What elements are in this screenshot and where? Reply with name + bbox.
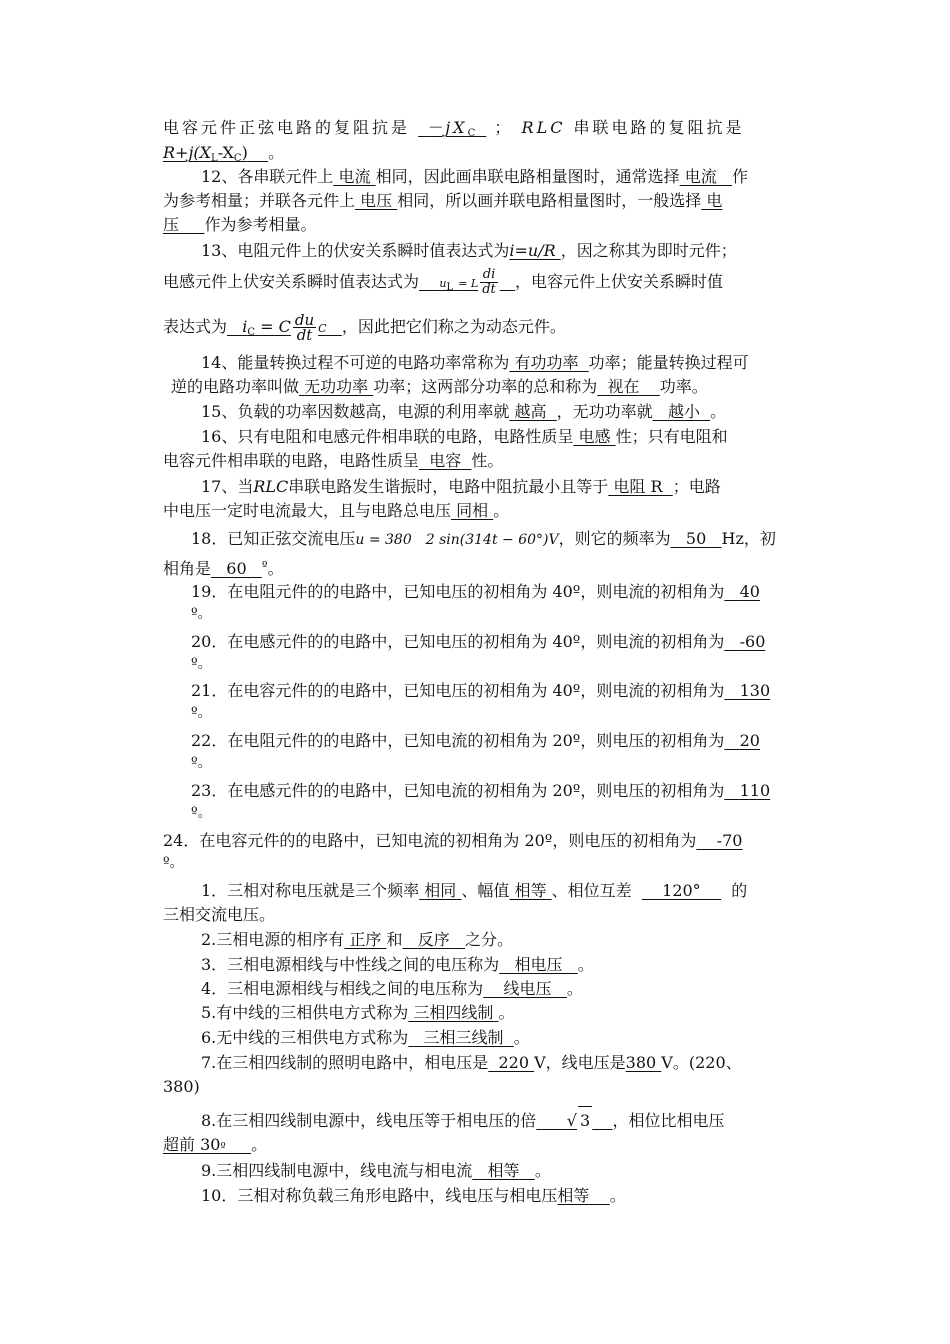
text-line — [201, 1027, 530, 1049]
text: º。 — [191, 705, 212, 721]
text: 22．在电阻元件的的电路中，已知电流的初相角为 20º，则电压的初相角为 — [191, 731, 725, 750]
text: 24．在电容元件的的电路中，已知电流的初相角为 20º，则电压的初相角为 — [163, 831, 697, 850]
answer-blank: 压 — [163, 215, 180, 234]
answer-blank: 越高 — [514, 402, 547, 421]
text-line — [171, 376, 708, 398]
answer-blank: $i_C = C$ $\frac{du}{dt}$ C — [242, 311, 327, 344]
text-line — [163, 214, 316, 236]
text: 9.三相四线制电源中，线电流与相电流 — [201, 1161, 473, 1180]
answer-blank: 电压 — [360, 191, 393, 210]
text: 19．在电阻元件的的电路中，已知电压的初相角为 40º，则电流的初相角为 — [191, 582, 725, 601]
text: 20．在电感元件的的电路中，已知电压的初相角为 40º，则电流的初相角为 — [191, 632, 725, 651]
text-line — [163, 555, 284, 580]
text-line — [191, 603, 212, 625]
text: 。 — [513, 1028, 530, 1047]
text: V，线电压是 — [534, 1053, 626, 1072]
text-line — [163, 190, 722, 212]
answer-blank: $-jX_C$ — [426, 118, 479, 139]
fraction: $\frac{du}{dt}$ — [294, 311, 315, 344]
text: 电容元件相串联的电路，电路性质呈 — [163, 451, 420, 470]
text: 相同，所以画并联电路相量图时，一般选择 — [397, 191, 702, 210]
text: 。 — [267, 559, 284, 578]
text: 功率；能量转换过程可 — [588, 353, 749, 372]
text: 4．三相电源相线与相线之间的电压称为 — [201, 979, 484, 998]
text: 2.三相电源的相序有 — [201, 930, 345, 949]
text-line — [191, 730, 760, 752]
text-line — [163, 904, 275, 926]
answer-blank: $u_L = L$ $\frac{di}{dt}$ — [439, 267, 496, 297]
text-line — [201, 1160, 551, 1182]
text-line — [201, 352, 749, 374]
text: º。 — [163, 855, 184, 871]
text: 功率；这两部分功率的总和称为 — [373, 377, 598, 396]
answer-blank: i=u/R — [509, 241, 556, 260]
text-line — [163, 1076, 200, 1098]
answer-blank: 相电压 — [514, 955, 563, 974]
answer-blank: -60 — [739, 632, 766, 651]
answer-blank: 三相三线制 — [423, 1028, 504, 1047]
formula: u = 380 2 sin(314t − 60°)V — [355, 532, 559, 548]
text: ，相位比相电压 — [612, 1111, 725, 1130]
text: 三相交流电压。 — [163, 905, 276, 924]
text: 作为参考相量。 — [204, 215, 317, 234]
text: 18．已知正弦交流电压 — [191, 529, 356, 548]
text: 15、负载的功率因数越高，电源的利用率就 — [201, 402, 510, 421]
text: Hz，初 — [721, 529, 776, 548]
answer-blank: 视在 — [607, 377, 640, 396]
text: 。 — [493, 501, 510, 520]
text: 5.有中线的三相供电方式称为 — [201, 1003, 409, 1022]
answer-blank: 同相 — [456, 501, 489, 520]
text-line — [163, 304, 566, 356]
text: 14、能量转换过程不可逆的电路功率常称为 — [201, 353, 510, 372]
text: 。 — [251, 1135, 268, 1154]
answer-blank: 220 — [498, 1053, 529, 1072]
text: 1．三相对称电压就是三个频率 — [201, 881, 420, 900]
text-line — [163, 830, 742, 852]
answer-blank: 50 — [685, 529, 707, 548]
text: º。 — [191, 805, 212, 821]
text-line — [191, 752, 212, 774]
text-line — [191, 653, 212, 675]
text: 电感元件上伏安关系瞬时值表达式为 — [163, 272, 420, 291]
answer-blank: 超前 30º — [163, 1135, 226, 1154]
answer-blank: 越小 — [667, 402, 700, 421]
text-line — [201, 978, 583, 1000]
text: 作 — [731, 167, 748, 186]
text-line — [163, 450, 503, 472]
answer-blank: √ 3 — [536, 1111, 612, 1130]
answer-blank: 20 — [739, 731, 760, 750]
fraction: $\frac{di}{dt}$ — [482, 267, 496, 297]
text-line — [191, 680, 770, 702]
answer-blank: 电容 — [429, 451, 462, 470]
text: 23．在电感元件的的电路中，已知电流的初相角为 20º，则电压的初相角为 — [191, 781, 725, 800]
answer-blank: $R+j(X_L-X_C)$ — [163, 143, 248, 164]
text: 21．在电容元件的的电路中，已知电压的初相角为 40º，则电流的初相角为 — [191, 681, 725, 700]
text: 。 — [566, 979, 583, 998]
answer-blank: 130 — [739, 681, 771, 700]
text: ，无功功率就 — [556, 402, 653, 421]
text: ，因此把它们称之为动态元件。 — [341, 317, 566, 336]
text: 16、只有电阻和电感元件相串联的电路，电路性质呈 — [201, 427, 574, 446]
text: 、幅值 — [461, 881, 510, 900]
text: ，电容元件上伏安关系瞬时值 — [515, 272, 724, 291]
text: 之分。 — [465, 930, 514, 949]
text-line — [201, 929, 513, 951]
text: 12、各串联元件上 — [201, 167, 334, 186]
text: 8.在三相四线制电源中，线电压等于相电压的倍 — [201, 1111, 537, 1130]
answer-blank: 电阻 R — [613, 477, 663, 496]
text: V。(220、 — [661, 1053, 742, 1072]
text: 为参考相量；并联各元件上 — [163, 191, 356, 210]
text: 相角是 — [163, 559, 212, 578]
text: 10．三相对称负载三角形电路中，线电压与相电压 — [201, 1186, 558, 1205]
text: 、相位互差 — [551, 881, 632, 900]
text: 功率。 — [659, 377, 708, 396]
text-line — [163, 262, 723, 308]
answer-blank: 电 — [706, 191, 723, 210]
answer-blank: 线电压 — [503, 979, 552, 998]
text: 。 — [268, 143, 285, 162]
text-line — [191, 780, 770, 802]
answer-blank: 电流 — [338, 167, 371, 186]
text: º。 — [191, 755, 212, 771]
text-line — [163, 117, 745, 145]
text-line — [201, 426, 728, 448]
answer-blank: 有功功率 — [514, 353, 579, 372]
text: 13、电阻元件上的伏安关系瞬时值表达式为 — [201, 241, 510, 260]
text: 串联电路的复阻抗是 — [573, 118, 745, 137]
text-line — [163, 852, 184, 874]
text: ； — [494, 118, 514, 137]
text: 表达式为 — [163, 317, 228, 336]
text: 17、当 — [201, 477, 254, 496]
answer-blank: 380 — [625, 1053, 657, 1072]
answer-blank: -70 — [716, 831, 743, 850]
text-line — [191, 581, 760, 603]
text: 3．三相电源相线与中性线之间的电压称为 — [201, 955, 500, 974]
text-line — [201, 166, 748, 188]
text-line — [201, 1052, 742, 1074]
answer-blank: 120° — [662, 881, 701, 900]
text-line — [163, 500, 509, 522]
text: 。 — [609, 1186, 626, 1205]
text: 380) — [163, 1077, 200, 1096]
text: 电容元件正弦电路的复阻抗是 — [163, 118, 411, 137]
text: º。 — [191, 656, 212, 672]
text: 7.在三相四线制的照明电路中，相电压是 — [201, 1053, 489, 1072]
text-line — [191, 702, 212, 724]
text-line — [201, 240, 737, 262]
answer-blank: 相同 — [424, 881, 457, 900]
answer-blank: 相等 — [557, 1186, 590, 1205]
text-line — [201, 401, 726, 423]
text: 性。 — [471, 451, 504, 470]
text-line — [191, 802, 212, 824]
text: ，因之称其为即时元件； — [560, 241, 737, 260]
text: RLC — [253, 477, 289, 496]
answer-blank: 正序 — [349, 930, 382, 949]
text: 的 — [731, 881, 748, 900]
text-line — [191, 631, 765, 653]
answer-blank: 反序 — [417, 930, 450, 949]
answer-blank: 电流 — [684, 167, 717, 186]
text: 中电压一定时电流最大，且与电路总电压 — [163, 501, 452, 520]
text: RLC — [521, 118, 566, 137]
text-line — [201, 1185, 626, 1207]
answer-blank: 三相四线制 — [413, 1003, 494, 1022]
answer-blank: 电感 — [578, 427, 611, 446]
text-line — [163, 1134, 267, 1158]
text: 性；只有电阻和 — [615, 427, 728, 446]
text: ；电路 — [672, 477, 721, 496]
text: ，则它的频率为 — [558, 529, 671, 548]
text: 。 — [534, 1161, 551, 1180]
text-line — [201, 1002, 515, 1024]
answer-blank: 40 — [739, 582, 760, 601]
text: 串联电路发生谐振时，电路中阻抗最小且等于 — [288, 477, 609, 496]
text: º — [261, 559, 268, 573]
text: 。 — [710, 402, 727, 421]
text-line — [201, 954, 594, 976]
answer-blank: 相等 — [487, 1161, 520, 1180]
text: 和 — [386, 930, 403, 949]
answer-blank: 无功功率 — [304, 377, 369, 396]
text: º。 — [191, 606, 212, 622]
text-line — [201, 1106, 725, 1135]
text: 6.无中线的三相供电方式称为 — [201, 1028, 409, 1047]
text-line — [191, 528, 776, 551]
text-line — [201, 880, 747, 902]
text: 。 — [498, 1003, 515, 1022]
text-line — [201, 476, 721, 498]
answer-blank: 60 — [226, 559, 247, 578]
answer-blank: 相等 — [514, 881, 547, 900]
text: 。 — [577, 955, 594, 974]
text: 逆的电路功率叫做 — [171, 377, 300, 396]
text: 相同，因此画串联电路相量图时，通常选择 — [375, 167, 680, 186]
answer-blank: 110 — [739, 781, 771, 800]
